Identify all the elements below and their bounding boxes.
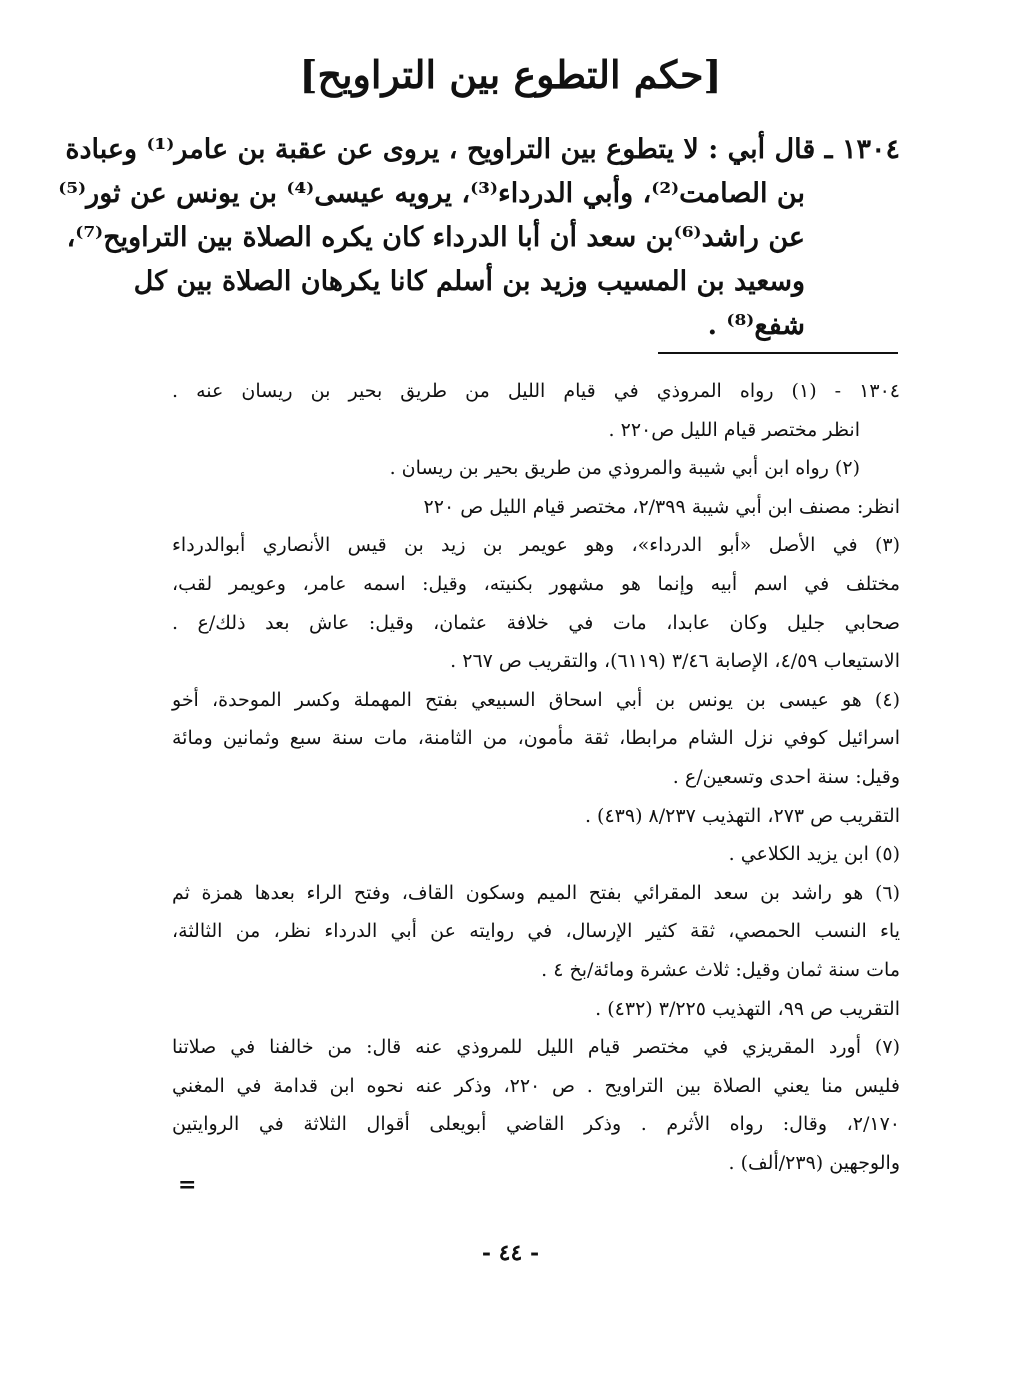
footnote-line: (٤) هو عيسى بن يونس بن أبي اسحاق السبيعي بفتح المهملة وكسر الموحدة، أخو <box>172 688 900 711</box>
footnote-line: (٦) هو راشد بن سعد المقرائي بفتح الميم وسكون القاف، وفتح الراء بعدها همزة ثم <box>172 881 900 904</box>
footnote-line: انظر: مصنف ابن أبي شيبة ٢/٣٩٩، مختصر قيام الليل ص ٢٢٠ <box>423 495 900 518</box>
footnote-line: (٣) في الأصل «أبو الدرداء»، وهو عويمر بن زيد بن قيس الأنصاري أبوالدرداء <box>172 534 900 557</box>
main-line: بن الصامت⁽²⁾، وأبي الدرداء⁽³⁾، يرويه عيسى⁽⁴⁾ بن يونس عن ثور⁽⁵⁾ <box>58 178 805 209</box>
section-title: [حكم التطوع بين التراويح] <box>299 52 722 97</box>
footnote-line: ياء النسب الحمصي، ثقة كثير الإرسال، في روايته عن أبي الدرداء نظر، من الثالثة، <box>172 920 900 943</box>
footnote-line: انظر مختصر قيام الليل ص٢٢٠ . <box>608 418 860 441</box>
footnote-line: ٢/١٧٠، وقال: رواه الأثرم . وذكر القاضي أبويعلى أقوال الثلاثة في الروايتين <box>172 1113 900 1136</box>
footnote-line: مات سنة ثمان وقيل: ثلاث عشرة ومائة/بخ ٤ . <box>541 958 900 981</box>
main-line: عن راشد⁽⁶⁾بن سعد أن أبا الدرداء كان يكره الصلاة بين التراويح⁽⁷⁾، <box>66 222 805 253</box>
main-line: ١٣٠٤ ـ قال أبي : لا يتطوع بين التراويح ، يروى عن عقبة بن عامر⁽¹⁾ وعبادة <box>65 134 900 165</box>
footnote-line: صحابي جليل وكان عابدا، مات في خلافة عثمان، وقيل: عاش بعد ذلك/ع . <box>172 611 900 634</box>
main-line: وسعيد بن المسيب وزيد بن أسلم كانا يكرهان الصلاة بين كل <box>133 266 805 297</box>
footnote-line: الاستيعاب ٤/٥٩، الإصابة ٣/٤٦ (٦١١٩)، والتقريب ص ٢٦٧ . <box>450 650 900 673</box>
page-number: - ٤٤ - <box>481 1240 540 1266</box>
footnote-line: فليس منا يعني الصلاة بين التراويح . ص ٢٢٠، وذكر عنه نحوه ابن قدامة في المغني <box>172 1074 900 1097</box>
footnote-separator <box>658 352 898 354</box>
footnote-line: (٥) ابن يزيد الكلاعي . <box>728 843 900 866</box>
footnote-line: اسرائيل كوفي نزل الشام مرابطا، ثقة مأمون، من الثامنة، مات سنة سبع وثمانين ومائة <box>172 727 900 750</box>
end-mark: = <box>178 1172 197 1198</box>
footnote-line: التقريب ص ٩٩، التهذيب ٣/٢٢٥ (٤٣٢) . <box>595 997 900 1020</box>
footnote-line: والوجهين (٢٣٩/ألف) . <box>728 1151 900 1174</box>
footnote-line: (٧) أورد المقريزي في مختصر قيام الليل للمروذي عنه قال: من خالفنا في صلاتنا <box>172 1036 900 1059</box>
footnote-line: (٢) رواه ابن أبي شيبة والمروذي من طريق بحير بن ريسان . <box>389 457 860 480</box>
main-text <box>58 128 900 348</box>
footnotes <box>172 372 900 1182</box>
footnote-line: التقريب ص ٢٧٣، التهذيب ٨/٢٣٧ (٤٣٩) . <box>584 804 900 827</box>
main-line: شفع⁽⁸⁾ . <box>707 310 805 341</box>
footnote-line: وقيل: سنة احدى وتسعين/ع . <box>672 765 900 788</box>
footnote-line: مختلف في اسم أبيه وإنما هو مشهور بكنيته، وقيل: اسمه عامر، وعويمر لقب، <box>172 572 900 595</box>
footnote-line: ١٣٠٤ - (١) رواه المروذي في قيام الليل من طريق بحير بن ريسان عنه . <box>172 380 900 402</box>
